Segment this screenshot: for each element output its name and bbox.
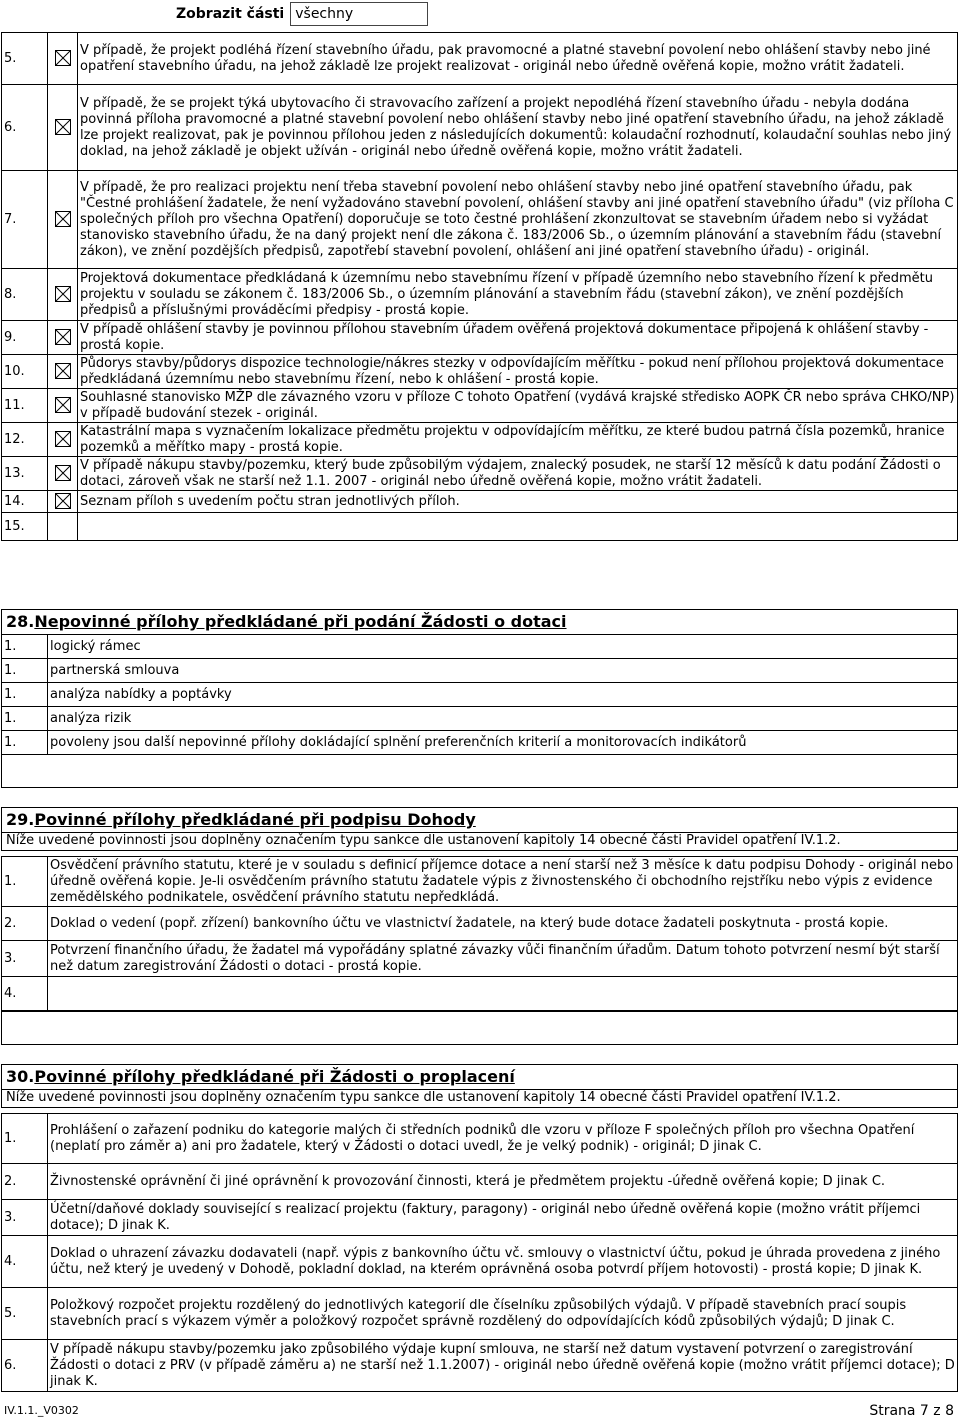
list-item	[2, 941, 958, 977]
item-number: 2.	[2, 1164, 48, 1200]
checkbox-cell	[48, 269, 78, 321]
item-text: Osvědčení právního statutu, které je v souladu s definicí příjemce dotace a není starší než 3 měsíce k datu podpisu Dohody - originál nebo úředně ověřená kopie. Je-li osvědčením právního statutu žadatele výpis z živnostenského či obchodního rejstříku nebo výpis z evidence zemědělského podnikatele, osvědčení právního statutu nepředkládá.	[48, 857, 958, 907]
list-item	[2, 1288, 958, 1340]
list-item	[2, 857, 958, 907]
item-number: 13.	[2, 457, 48, 491]
list-item	[2, 977, 958, 1011]
item-text: partnerská smlouva	[48, 659, 958, 683]
section-number: 29.	[6, 810, 35, 829]
section-29-spacer	[1, 1011, 958, 1045]
item-text: Živnostenské oprávnění či jiné oprávnění k provozování činnosti, která je předmětem projektu -úředně ověřená kopie; D jinak C.	[48, 1164, 958, 1200]
section-number: 28.	[6, 612, 35, 631]
list-item	[2, 1340, 958, 1392]
checked-checkbox-icon[interactable]	[55, 363, 71, 379]
section-29-intro: Níže uvedené povinnosti jsou doplněny označením typu sankce dle ustanovení kapitoly 14 obecné části Pravidel opatření IV.1.2.	[1, 832, 958, 851]
checked-checkbox-icon[interactable]	[55, 286, 71, 302]
item-number: 12.	[2, 423, 48, 457]
item-text: Položkový rozpočet projektu rozdělený do jednotlivých kategorií dle číselníku způsobilých výdajů. V případě stavebních prací soupis stavebních prací s výkazem výměr a položkový rozpočet správně rozdělený do odpovídajících kódů způsobilých výdajů; D jinak C.	[48, 1288, 958, 1340]
item-number: 1.	[2, 659, 48, 683]
list-item	[2, 269, 958, 321]
item-text: logický rámec	[48, 635, 958, 659]
checkbox-cell	[48, 457, 78, 491]
checkbox-cell	[48, 33, 78, 85]
item-number: 5.	[2, 33, 48, 85]
checked-checkbox-icon[interactable]	[55, 493, 71, 509]
filter-label: Zobrazit části	[176, 6, 285, 22]
item-text: Seznam příloh s uvedením počtu stran jednotlivých příloh.	[78, 491, 958, 513]
item-number: 10.	[2, 355, 48, 389]
list-item	[2, 85, 958, 171]
document-code: IV.1.1._V0302	[4, 1404, 79, 1417]
list-item	[2, 659, 958, 683]
item-number: 1.	[2, 635, 48, 659]
item-text: V případě nákupu stavby/pozemku jako způsobilého výdaje kupní smlouva, ne starší než datum vystavení potvrzení o zaregistrování Žádosti o dotaci z PRV (v případě záměru a) ne starší než 1.1.2007) - originál nebo úředně ověřená kopie (možno vrátit příjemci dotace); D jinak K.	[48, 1340, 958, 1392]
section-30-title	[1, 1064, 958, 1090]
item-number: 1.	[2, 1114, 48, 1164]
page-number: Strana 7 z 8	[869, 1403, 954, 1419]
checked-checkbox-icon[interactable]	[55, 50, 71, 66]
section-28-table	[1, 634, 958, 755]
section-28-title	[1, 609, 958, 635]
checked-checkbox-icon[interactable]	[55, 397, 71, 413]
item-number: 7.	[2, 171, 48, 269]
item-number: 14.	[2, 491, 48, 513]
item-text	[48, 977, 958, 1011]
list-item	[2, 389, 958, 423]
checkbox-cell	[48, 389, 78, 423]
checkbox-cell	[48, 85, 78, 171]
list-item	[2, 171, 958, 269]
checked-checkbox-icon[interactable]	[55, 211, 71, 227]
section-29-title	[1, 807, 958, 833]
item-text: V případě ohlášení stavby je povinnou přílohou stavebním úřadem ověřená projektová dokumentace připojená k ohlášení stavby - prostá kopie.	[78, 321, 958, 355]
item-number: 15.	[2, 513, 48, 541]
item-number: 8.	[2, 269, 48, 321]
item-number: 3.	[2, 941, 48, 977]
item-text: V případě, že pro realizaci projektu není třeba stavební povolení nebo ohlášení stavby nebo jiné opatření stavebního úřadu, pak "Čestné prohlášení žadatele, že není vyžadováno stavební povolení, ohlášení stavby ani jiné opatření stavebního úřadu" (viz příloha C společných příloh pro všechna Opatření) doporučuje se toto čestné prohlášení zkonzultovat se stavebním úřadem nebo si vyžádat stanovisko stavebního úřadu, že na daný projekt není dle zákona č. 183/2006 Sb., o územním plánování a stavebním řádu (stavební zákon), ve znění pozdějších předpisů, zapotřebí stavební povolení, ohlášení ani jiné opatření stavebního úřadu) - originál.	[78, 171, 958, 269]
item-text: povoleny jsou další nepovinné přílohy dokládající splnění preferenčních kriterií a monitorovacích indikátorů	[48, 731, 958, 755]
item-number: 1.	[2, 857, 48, 907]
list-item	[2, 355, 958, 389]
checked-checkbox-icon[interactable]	[55, 431, 71, 447]
item-text: V případě nákupu stavby/pozemku, který bude způsobilým výdajem, znalecký posudek, ne starší 12 měsíců k datu podání Žádosti o dotaci, zároveň však ne starší než 1.1. 2007 - originál nebo úředně ověřená kopie, možno vrátit žadateli.	[78, 457, 958, 491]
item-number: 4.	[2, 977, 48, 1011]
item-number: 2.	[2, 907, 48, 941]
item-text: Doklad o uhrazení závazku dodavateli (např. výpis z bankovního účtu vč. smlouvy o vlastnictví účtu, pokud je úhrada provedena z jiného účtu, než který je uvedený v Dohodě, pokladní doklad, na kterém oprávněná osoba potvrdí příjem hotovosti) - prostá kopie; D jinak K.	[48, 1236, 958, 1288]
section-heading: Povinné přílohy předkládané při Žádosti o proplacení	[34, 1067, 515, 1086]
list-item	[2, 423, 958, 457]
list-item	[2, 513, 958, 541]
item-text: Projektová dokumentace předkládaná k územnímu nebo stavebnímu řízení v případě územního nebo stavebního řízení k předmětu projektu v souladu se zákonem č. 183/2006 Sb., o územním plánování a stavebním řádu (stavební zákon), ve znění pozdějších předpisů a příslušnými prováděcími předpisy - prostá kopie.	[78, 269, 958, 321]
attachments-table-top	[1, 32, 958, 541]
item-text: Půdorys stavby/půdorys dispozice technologie/nákres stezky v odpovídajícím měřítku - pokud není přílohou projektová dokumentace předkládaná územnímu nebo stavebnímu řízení, nebo k ohlášení - prostá kopie.	[78, 355, 958, 389]
item-text: Souhlasné stanovisko MŽP dle závazného vzoru v příloze C tohoto Opatření (vydává krajské středisko AOPK ČR nebo správa CHKO/NP) v případě budování stezek - originál.	[78, 389, 958, 423]
section-filter-select[interactable]: všechny	[290, 2, 428, 26]
item-number: 5.	[2, 1288, 48, 1340]
section-number: 30.	[6, 1067, 35, 1086]
checkbox-cell	[48, 423, 78, 457]
checkbox-cell	[48, 321, 78, 355]
item-number: 6.	[2, 1340, 48, 1392]
list-item	[2, 33, 958, 85]
list-item	[2, 457, 958, 491]
filter-bar	[176, 2, 428, 26]
checkbox-cell	[48, 491, 78, 513]
item-text	[78, 513, 958, 541]
checked-checkbox-icon[interactable]	[55, 119, 71, 135]
section-30-table	[1, 1113, 958, 1392]
item-text: V případě, že se projekt týká ubytovacího či stravovacího zařízení a projekt nepodléhá řízení stavebního úřadu - nebyla dodána povinná příloha pravomocné a platné stavební povolení nebo ohlášení stavby nebo jiné opatření stavebního úřadu, na jehož základě lze projekt realizovat, pak je povinnou přílohou jeden z následujících dokumentů: kolaudační rozhodnutí, kolaudační souhlas nebo jiný doklad, na jehož základě je objekt užíván - originál nebo úředně ověřená kopie, možno vrátit žadateli.	[78, 85, 958, 171]
item-text: Katastrální mapa s vyznačením lokalizace předmětu projektu v odpovídajícím měřítku, ze které budou patrná čísla pozemků, hranice pozemků a měřítko mapy - prostá kopie.	[78, 423, 958, 457]
section-28-spacer	[1, 754, 958, 788]
item-text: analýza nabídky a poptávky	[48, 683, 958, 707]
item-number: 9.	[2, 321, 48, 355]
page-footer	[4, 1403, 954, 1419]
item-text: Potvrzení finančního úřadu, že žadatel má vypořádány splatné závazky vůči finančním úřadům. Datum tohoto potvrzení nesmí být starší než datum zaregistrování Žádosti o dotaci - prostá kopie.	[48, 941, 958, 977]
item-text: V případě, že projekt podléhá řízení stavebního úřadu, pak pravomocné a platné stavební povolení nebo ohlášení stavby nebo jiné opatření stavebního úřadu, na jehož základě lze projekt realizovat - originál nebo úředně ověřená kopie, možno vrátit žadateli.	[78, 33, 958, 85]
checkbox-cell	[48, 355, 78, 389]
checkbox-cell	[48, 513, 78, 541]
list-item	[2, 635, 958, 659]
checkbox-cell	[48, 171, 78, 269]
list-item	[2, 731, 958, 755]
item-text: Doklad o vedení (popř. zřízení) bankovního účtu ve vlastnictví žadatele, na který bude dotace žadateli poskytnuta - prostá kopie.	[48, 907, 958, 941]
item-number: 1.	[2, 707, 48, 731]
list-item	[2, 491, 958, 513]
list-item	[2, 1236, 958, 1288]
section-30-intro: Níže uvedené povinnosti jsou doplněny označením typu sankce dle ustanovení kapitoly 14 obecné části Pravidel opatření IV.1.2.	[1, 1089, 958, 1108]
item-number: 1.	[2, 683, 48, 707]
item-number: 6.	[2, 85, 48, 171]
section-heading: Povinné přílohy předkládané při podpisu Dohody	[34, 810, 476, 829]
item-number: 11.	[2, 389, 48, 423]
item-text: Účetní/daňové doklady související s realizací projektu (faktury, paragony) - originál nebo úředně ověřená kopie (možno vrátit příjemci dotace); D jinak K.	[48, 1200, 958, 1236]
list-item	[2, 321, 958, 355]
list-item	[2, 907, 958, 941]
section-heading: Nepovinné přílohy předkládané při podání Žádosti o dotaci	[34, 612, 567, 631]
item-number: 4.	[2, 1236, 48, 1288]
item-text: analýza rizik	[48, 707, 958, 731]
list-item	[2, 1200, 958, 1236]
item-number: 1.	[2, 731, 48, 755]
checked-checkbox-icon[interactable]	[55, 329, 71, 345]
checked-checkbox-icon[interactable]	[55, 465, 71, 481]
list-item	[2, 1164, 958, 1200]
item-number: 3.	[2, 1200, 48, 1236]
list-item	[2, 683, 958, 707]
section-29-table	[1, 856, 958, 1011]
list-item	[2, 1114, 958, 1164]
item-text: Prohlášení o zařazení podniku do kategorie malých či středních podniků dle vzoru v příloze F společných příloh pro všechna Opatření (neplatí pro záměr a) ani pro žadatele, který v Žádosti o dotaci uvedl, že je velký podnik) - originál; D jinak C.	[48, 1114, 958, 1164]
list-item	[2, 707, 958, 731]
